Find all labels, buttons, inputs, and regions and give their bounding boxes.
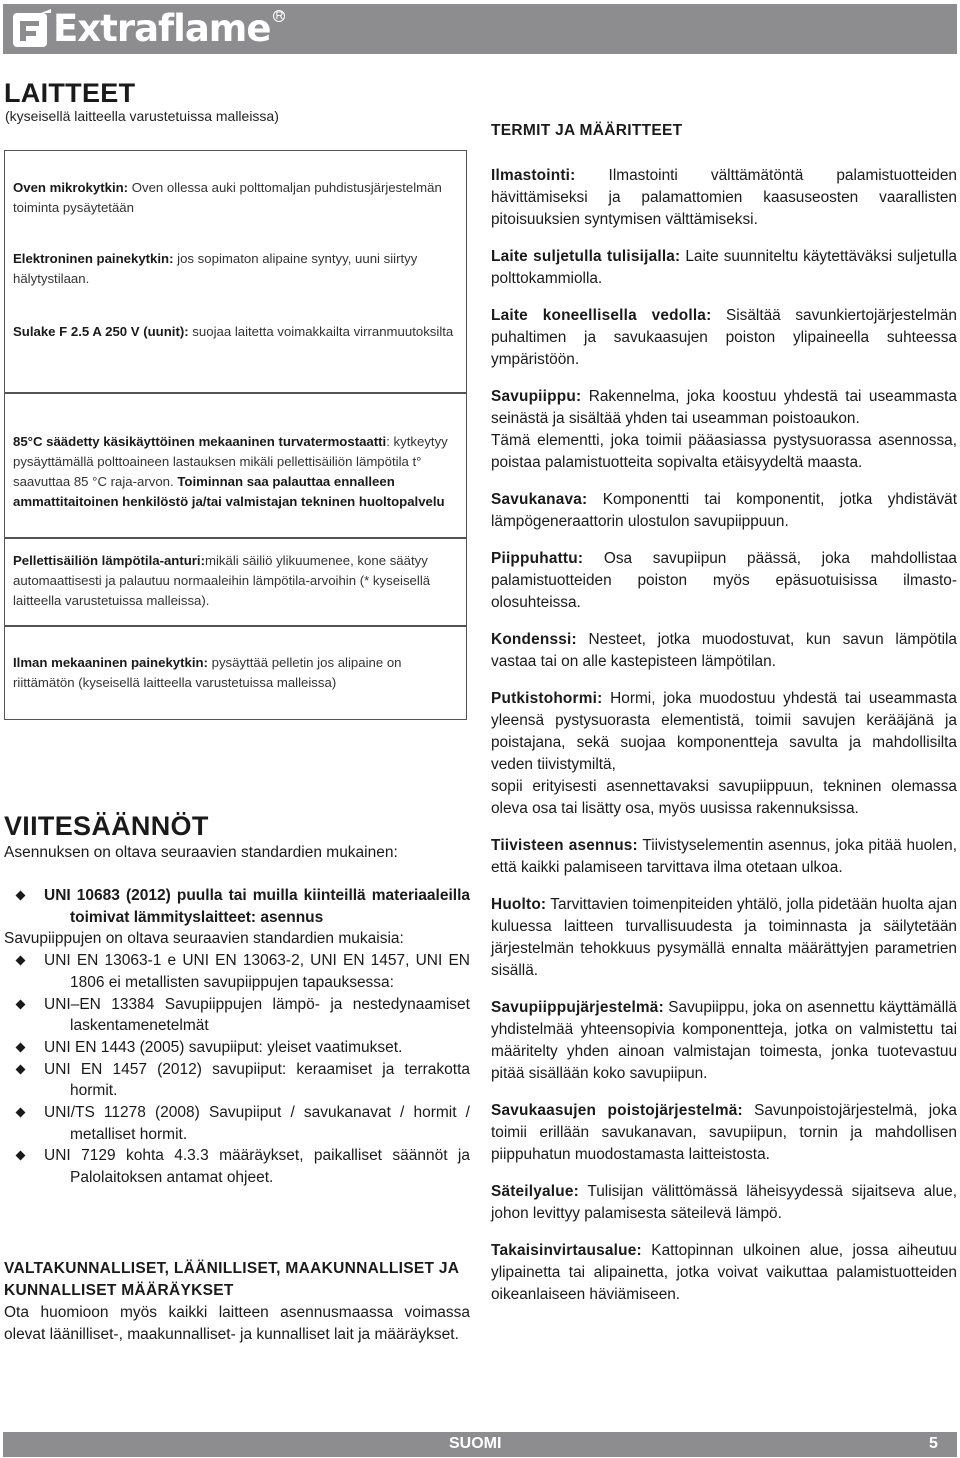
standards-list xyxy=(4,885,470,1189)
viitesaannot-intro: Asennuksen on oltava seuraavien standardien mukainen: xyxy=(4,844,398,861)
list-item: UNI EN 1457 (2012) savupiiput: keraamiset ja terrakotta hormit. xyxy=(4,1059,470,1102)
footer-language: SUOMI xyxy=(449,1435,502,1452)
sensor-box xyxy=(4,538,467,626)
thermostat-box xyxy=(4,393,467,538)
list-item: UNI 7129 kohta 4.3.3 määräykset, paikalliset säännöt ja Palolaitoksen antamat ohjeet. xyxy=(4,1145,470,1188)
brand-logo xyxy=(11,8,285,50)
term-item: Kondenssi: Nesteet, jotka muodostuvat, kun savun lämpötila vastaa tai on alle kastepisteen lämpötilan. xyxy=(491,631,957,670)
list-item: UNI EN 1443 (2005) savupiiput: yleiset vaatimukset. xyxy=(4,1037,470,1059)
list-item: UNI 10683 (2012) puulla tai muilla kiinteillä materiaaleilla toimivat lämmityslaitteet: asennus xyxy=(4,885,470,928)
regulations-body: Ota huomioon myös kaikki laitteen asennusmaassa voimassa olevat läänilliset-, maakunnalliset- ja kunnalliset lait ja määräykset. xyxy=(4,1304,470,1343)
viitesaannot-heading: VIITESÄÄNNÖT xyxy=(4,811,209,841)
term-item: Takaisinvirtausalue: Kattopinnan ulkoinen alue, jossa aiheutuu ylipainetta tai alipainetta, jotka voivat vaikuttaa palamistuotteiden oikeanlaiseen häviämiseen. xyxy=(491,1242,957,1303)
bullet-diamond-icon xyxy=(16,1064,26,1074)
regulations-heading: VALTAKUNNALLISET, LÄÄNILLISET, MAAKUNNALLISET JA KUNNALLISET MÄÄRÄYKSET xyxy=(4,1260,459,1299)
list-item: UNI–EN 13384 Savupiippujen lämpö- ja nestedynaamiset laskentamenetelmät xyxy=(4,994,470,1037)
terms-list xyxy=(491,165,957,1321)
device-item: Elektroninen painekytkin: jos sopimaton alipaine syntyy, uuni siirtyy hälytystilaan. xyxy=(13,251,418,286)
term-item: Tiivisteen asennus: Tiivistyselementin asennus, joka pitää huolen, että kaikki palamiseen tarvittava ilma otetaan ulkoa. xyxy=(491,837,957,876)
term-item: Putkistohormi: Hormi, joka muodostuu yhdestä tai useammasta yleensä pystysuorasta elementistä, toimii savujen kerääjänä ja poistajana, sekä suojaa komponentteja savulta ja mahdollisilta veden tiivistymiltä, sopii erityisesti asennettavaksi savupiippuun, tekninen olemassa oleva osa tai lisätty osa, myös uusissa rakennuksissa. xyxy=(491,690,957,817)
pressure-switch-box xyxy=(4,626,467,720)
page-footer xyxy=(3,1432,957,1457)
thermostat-text: 85°C säädetty käsikäyttöinen mekaaninen turvatermostaatti: kytkeytyy pysäyttämällä polttoaineen lastauksen mikäli pellettisäiliön lämpötila t° saavuttaa 85 °C raja-arvon. Toiminnan saa palauttaa ennalleen ammattitaitoinen henkilöstö ja/tai valmistajan tekninen huoltopalvelu xyxy=(13,434,448,509)
chimney-standards-intro: Savupiippujen on oltava seuraavien standardien mukaisia: xyxy=(4,930,404,948)
extraflame-logo-icon xyxy=(11,9,51,49)
brand-name: Extraflame xyxy=(53,7,271,50)
list-item: UNI EN 13063-1 e UNI EN 13063-2, UNI EN 1457, UNI EN 1806 ei metallisten savupiippujen tapauksessa: xyxy=(4,950,470,993)
bullet-diamond-icon xyxy=(16,1151,26,1161)
term-item: Ilmastointi: Ilmastointi välttämätöntä palamistuotteiden hävittämiseksi ja palamattomien kaasuseosten vaarallisten pitoisuuksien syntymisen välttämiseksi. xyxy=(491,167,957,228)
registered-mark: R xyxy=(273,10,285,22)
bullet-diamond-icon xyxy=(16,1042,26,1052)
term-item: Savupiippujärjestelmä: Savupiippu, joka on asennettu käyttämällä yhdistelmää yhteensopivia komponentteja, jotka on valmistettu tai määritelty yhden ainoan valmistajan toimesta, jonka tuotevastuu pitää sisällään koko savupiipun. xyxy=(491,999,957,1082)
term-item: Laite koneellisella vedolla: Sisältää savunkiertojärjestelmän puhaltimen ja savukaasujen poiston ylipaineella suhteessa ympäristöön. xyxy=(491,307,957,368)
pressure-switch-text: Ilman mekaaninen painekytkin: pysäyttää pelletin jos alipaine on riittämätön (kyseisellä laitteella varustetuissa malleissa) xyxy=(13,655,402,690)
term-item: Savupiippu: Rakennelma, joka koostuu yhdestä tai useammasta seinästä ja sisältää yhden tai useamman poistoaukon. Tämä elementti, joka toimii pääasiassa pystysuorassa asennossa, poistaa palamistuotteita sopivalta etäisyydeltä maasta. xyxy=(491,388,957,471)
sensor-text: Pellettisäiliön lämpötila-anturi:mikäli säiliö ylikuumenee, kone säätyy automaattisesti ja palautuu normaaleihin lämpötila-arvoihin (* kyseisellä laitteella varustetuissa malleissa). xyxy=(13,553,431,608)
list-item: UNI/TS 11278 (2008) Savupiiput / savukanavat / hormit / metalliset hormit. xyxy=(4,1102,470,1145)
term-item: Laite suljetulla tulisijalla: Laite suunniteltu käytettäväksi suljetulla polttokammiolla. xyxy=(491,248,957,287)
page-number: 5 xyxy=(929,1435,938,1452)
laitteet-heading: LAITTEET xyxy=(4,78,136,108)
term-item: Huolto: Tarvittavien toimenpiteiden yhtälö, jolla pidetään huolta ajan kuluessa laitteen turvallisuudesta ja toiminnasta ja säilytetään järjestelmän tehokkuus pysymällä ennalta määrättyjen parametrien sisällä. xyxy=(491,896,957,979)
termit-heading: TERMIT JA MÄÄRITTEET xyxy=(491,122,683,139)
device-item: Oven mikrokytkin: Oven ollessa auki polttomaljan puhdistusjärjestelmän toiminta pysäytetään xyxy=(13,180,442,215)
bullet-diamond-icon xyxy=(16,999,26,1009)
device-item: Sulake F 2.5 A 250 V (uunit): suojaa laitetta voimakkailta virranmuutoksilta xyxy=(13,324,454,339)
term-item: Savukaasujen poistojärjestelmä: Savunpoistojärjestelmä, joka toimii erillään savukanavan, savupiipun, tornin ja mahdollisen piippuhatun muodostamasta laitteistosta. xyxy=(491,1102,957,1163)
bullet-diamond-icon xyxy=(16,1108,26,1118)
page-header xyxy=(3,4,957,54)
bullet-diamond-icon xyxy=(16,956,26,966)
term-item: Säteilyalue: Tulisijan välittömässä läheisyydessä sijaitseva alue, johon levittyy palamisesta säteilevä lämpö. xyxy=(491,1183,957,1222)
devices-box xyxy=(4,150,467,393)
term-item: Piippuhattu: Osa savupiipun päässä, joka mahdollistaa palamistuotteiden poiston myös epäsuotuisissa ilmasto-olosuhteissa. xyxy=(491,550,957,611)
term-item: Savukanava: Komponentti tai komponentit, jotka yhdistävät lämpögeneraattorin ulostulon savupiippuun. xyxy=(491,491,957,530)
laitteet-subtitle: (kyseisellä laitteella varustetuissa malleissa) xyxy=(5,108,279,124)
